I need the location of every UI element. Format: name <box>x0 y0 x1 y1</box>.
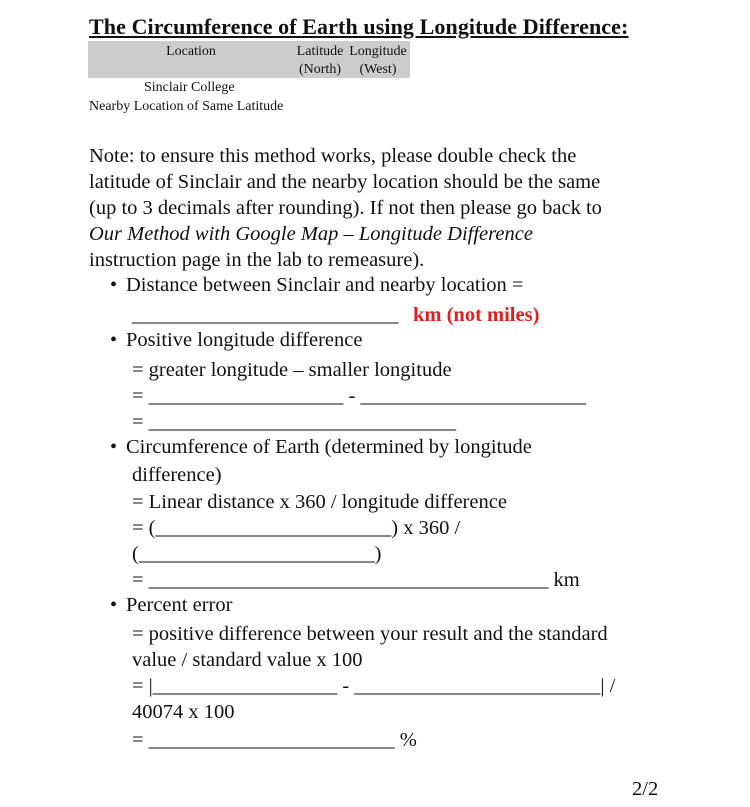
distance-label: Distance between Sinclair and nearby location = <box>126 274 524 296</box>
table-row: Nearby Location of Same Latitude <box>89 99 284 114</box>
longitude-diff-label: Positive longitude difference <box>126 329 363 351</box>
percent-error-result: = ________________________ % <box>132 729 417 751</box>
page-title: The Circumference of Earth using Longitude Difference: <box>89 14 629 39</box>
bullet-dot: • <box>110 436 118 458</box>
table-header <box>88 41 410 78</box>
latitude-unit: (North) <box>299 62 341 77</box>
percent-error-formula: = positive difference between your result and the standard <box>132 623 608 645</box>
col-latitude-header <box>294 43 346 79</box>
circumference-blank-1: = (_______________________) x 360 / <box>132 517 461 539</box>
page-number: 2/2 <box>632 778 659 800</box>
note-method-link-text: Our Method with Google Map – Longitude Difference <box>89 223 533 245</box>
bullet-dot: • <box>110 594 118 616</box>
note-line: (up to 3 decimals after rounding). If not then please go back to <box>89 197 602 219</box>
circumference-blank-2: (_______________________) <box>132 543 382 565</box>
distance-blank: __________________________ <box>132 304 399 326</box>
percent-error-formula-cont: value / standard value x 100 <box>132 649 363 671</box>
latitude-label: Latitude <box>296 44 344 59</box>
bullet-dot: • <box>110 329 118 351</box>
longitude-label: Longitude <box>349 44 407 59</box>
circumference-result: = _______________________________________ km <box>132 569 580 591</box>
percent-error-standard: 40074 x 100 <box>132 701 235 723</box>
note-line: instruction page in the lab to remeasure). <box>89 249 425 271</box>
note-line: latitude of Sinclair and the nearby location should be the same <box>89 171 601 193</box>
circumference-formula: = Linear distance x 360 / longitude difference <box>132 491 507 513</box>
note-line: Note: to ensure this method works, please double check the <box>89 145 577 167</box>
percent-error-label: Percent error <box>126 594 233 616</box>
circumference-label: Circumference of Earth (determined by longitude <box>126 436 532 458</box>
distance-unit-warning: km (not miles) <box>413 304 540 326</box>
percent-error-blank: = |__________________ - ________________________| / <box>132 675 616 697</box>
longitude-diff-formula: = greater longitude – smaller longitude <box>132 359 452 381</box>
longitude-diff-result: = ______________________________ <box>132 411 457 433</box>
table-row: Sinclair College <box>144 80 235 95</box>
col-location-header: Location <box>166 44 216 59</box>
bullet-dot: • <box>110 274 118 296</box>
col-longitude-header <box>346 43 410 79</box>
longitude-unit: (West) <box>359 62 397 77</box>
circumference-label-cont: difference) <box>132 464 222 486</box>
longitude-diff-blank: = ___________________ - ______________________ <box>132 385 587 407</box>
